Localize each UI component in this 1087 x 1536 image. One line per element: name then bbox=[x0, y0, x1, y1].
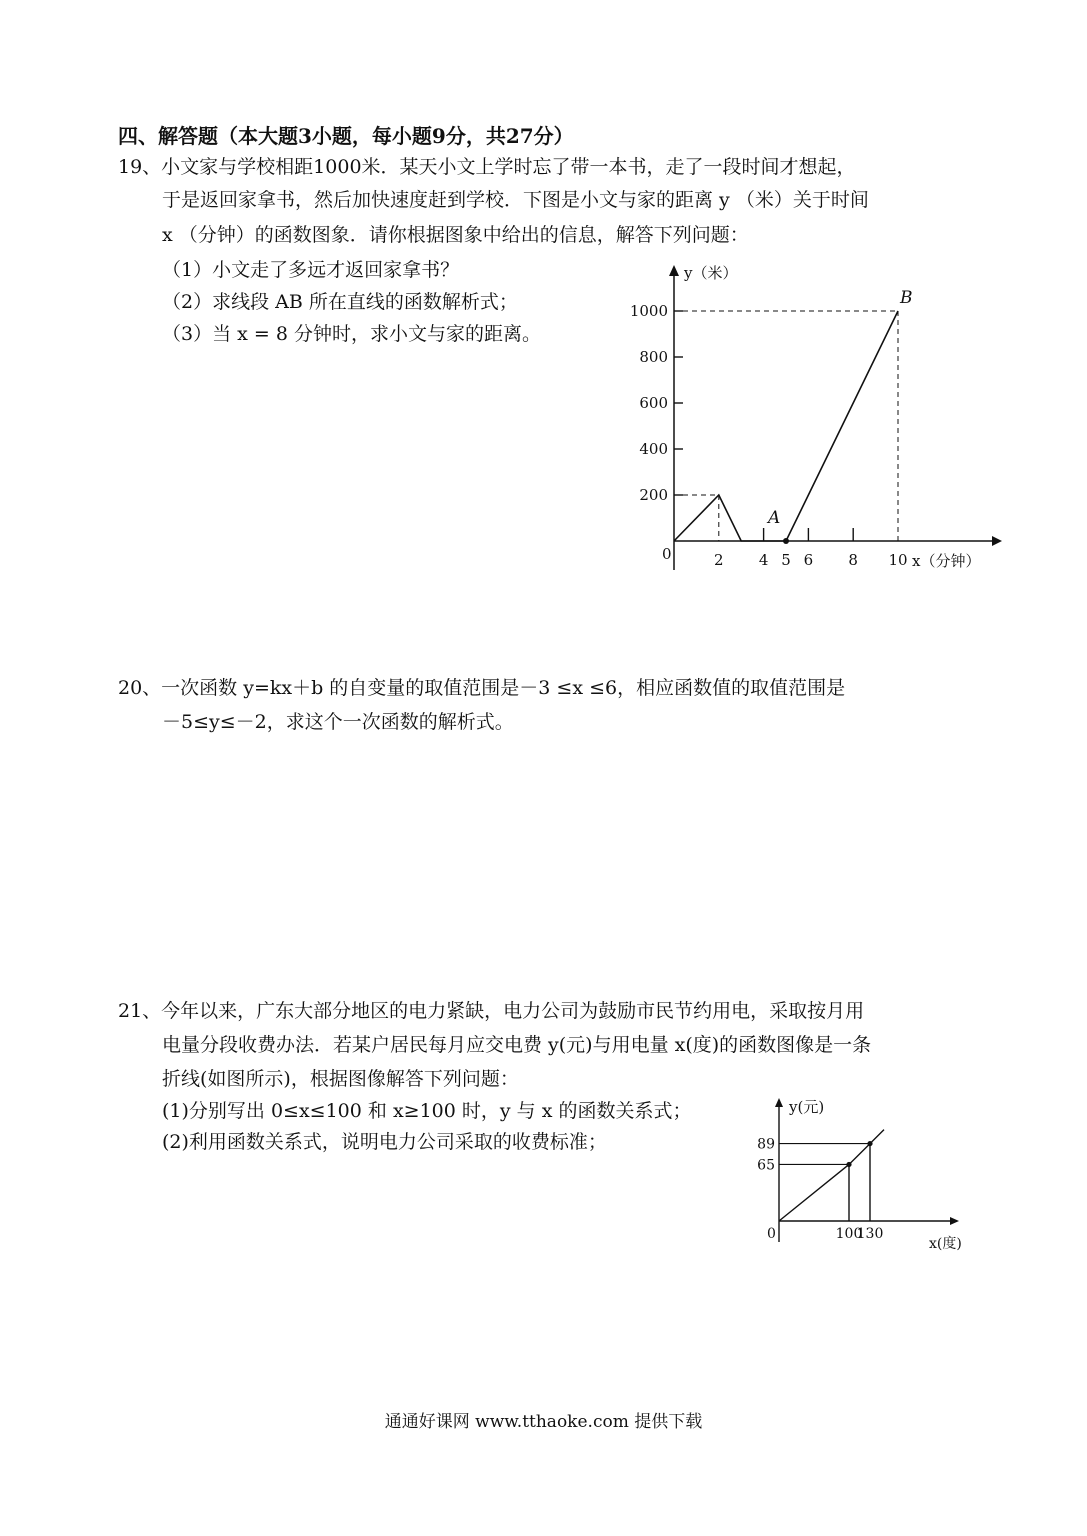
point-label-a: A bbox=[768, 508, 781, 528]
electricity-fee-chart bbox=[745, 1090, 985, 1260]
y-tick-label-200: 200 bbox=[639, 486, 668, 504]
x-tick-label-6: 6 bbox=[803, 551, 814, 569]
x-axis-label: x（分钟） bbox=[912, 552, 981, 570]
x-axis-arrow bbox=[950, 1217, 959, 1225]
q21-sub-1: (1)分别写出 0≤x≤100 和 x≥100 时，y 与 x 的函数关系式； bbox=[162, 1100, 692, 1122]
x-tick-label-130: 130 bbox=[856, 1226, 884, 1242]
x-tick-label-4: 4 bbox=[758, 551, 769, 569]
x-tick-label-2: 2 bbox=[714, 551, 724, 569]
point-a-dot bbox=[783, 538, 789, 544]
q19-sub-3: （3）当 x = 8 分钟时，求小文与家的距离。 bbox=[162, 323, 541, 345]
q19-sub-1: （1）小文走了多远才返回家拿书？ bbox=[162, 259, 460, 281]
footer: 通通好课网 www.tthaoke.com 提供下载 bbox=[384, 1412, 703, 1432]
q19-sub-2: （2）求线段 AB 所在直线的函数解析式； bbox=[162, 291, 518, 313]
point-dot-130 bbox=[867, 1141, 872, 1146]
x-axis-arrow bbox=[992, 536, 1002, 546]
q19-line-2: 于是返回家拿书，然后加快速度赶到学校．下图是小文与家的距离 y （米）关于时间 bbox=[162, 189, 869, 211]
q21-line-2: 电量分段收费办法．若某户居民每月应交电费 y(元)与用电量 x(度)的函数图像是一条 bbox=[162, 1034, 872, 1056]
origin-label: 0 bbox=[767, 1226, 776, 1242]
y-tick-label-1000: 1000 bbox=[629, 302, 668, 320]
point-label-b: B bbox=[900, 288, 913, 308]
y-tick-label-400: 400 bbox=[639, 440, 668, 458]
q21-sub-2: (2)利用函数关系式，说明电力公司采取的收费标准； bbox=[162, 1131, 607, 1153]
q20-line-1: 20、一次函数 y=kx＋b 的自变量的取值范围是－3 ≤x ≤6，相应函数值的取值范围是 bbox=[118, 677, 846, 699]
y-axis-label: y（米） bbox=[684, 264, 738, 282]
point-dot-100 bbox=[846, 1162, 851, 1167]
section-title: 四、解答题（本大题3小题，每小题9分，共27分） bbox=[118, 124, 574, 148]
origin-label: 0 bbox=[662, 545, 672, 563]
x-tick-label-100: 100 bbox=[835, 1226, 863, 1242]
x-tick-label-10: 10 bbox=[888, 551, 908, 569]
q19-line-3: x （分钟）的函数图象．请你根据图象中给出的信息，解答下列问题： bbox=[162, 224, 749, 246]
q21-line-1: 21、今年以来，广东大部分地区的电力紧缺，电力公司为鼓励市民节约用电，采取按月用 bbox=[118, 1000, 865, 1022]
y-tick-label-65: 65 bbox=[757, 1157, 775, 1174]
distance-time-chart bbox=[600, 250, 1010, 580]
y-tick-label-800: 800 bbox=[639, 348, 668, 366]
q19-line-1: 19、小文家与学校相距1000米．某天小文上学时忘了带一本书，走了一段时间才想起， bbox=[118, 156, 856, 178]
y-tick-label-600: 600 bbox=[639, 394, 668, 412]
q21-line-3: 折线(如图所示)，根据图像解答下列问题： bbox=[162, 1068, 519, 1090]
x-tick-label-5: 5 bbox=[781, 551, 791, 569]
x-tick-label-8: 8 bbox=[848, 551, 858, 569]
q20-line-2: －5≤y≤－2，求这个一次函数的解析式。 bbox=[162, 711, 514, 733]
y-axis-arrow bbox=[669, 265, 679, 276]
y-axis-label: y(元) bbox=[789, 1098, 825, 1116]
y-tick-label-89: 89 bbox=[757, 1136, 775, 1153]
y-axis-arrow bbox=[775, 1098, 783, 1107]
x-axis-label: x(度) bbox=[929, 1236, 962, 1252]
distance-line bbox=[674, 311, 898, 541]
